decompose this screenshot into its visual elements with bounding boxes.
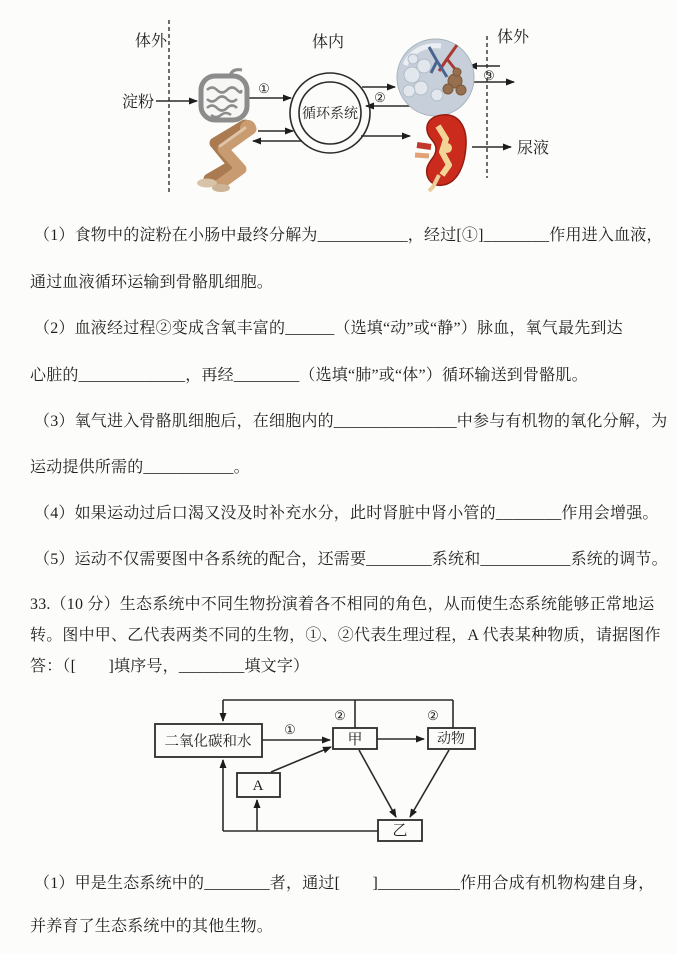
q3-line1: （3）氧气进入骨骼肌细胞后，在细胞内的_______________中参与有机物的氧化分解，为 <box>34 413 668 430</box>
question33-sub1-line2: 并养育了生态系统中的其他生物。 <box>30 918 274 935</box>
q5-line: （5）运动不仅需要图中各系统的配合，还需要________系统和___________系统的调节。 <box>34 551 668 568</box>
q3-line2: 运动提供所需的___________。 <box>30 459 250 476</box>
process-3-marker: ③ <box>483 68 495 83</box>
substance-a-box-label: A <box>252 778 264 794</box>
outside-body-left-label: 体外 <box>134 33 168 50</box>
urine-label: 尿液 <box>516 140 550 157</box>
a-to-jia-arrow <box>271 747 331 772</box>
q2-line1: （2）血液经过程②变成含氧丰富的______（选填“动”或“静”）脉血，氧气最先到达 <box>34 320 623 337</box>
starch-label: 淀粉 <box>121 94 155 111</box>
process-1-marker: ① <box>258 81 270 96</box>
skeletal-muscle-image <box>197 120 256 192</box>
yi-box-label: 乙 <box>392 823 408 839</box>
jia-to-yi-arrow <box>359 750 396 817</box>
inside-body-label: 体内 <box>311 34 345 51</box>
body-systems-diagram <box>0 0 677 212</box>
q1-line2: 通过血液循环运输到骨骼肌细胞。 <box>30 274 274 291</box>
process-2-marker-left: ② <box>334 708 346 723</box>
process-2-marker: ② <box>374 90 386 105</box>
question33-line2: 转。图中甲、乙代表两类不同的生物，①、②代表生理过程，A 代表某种物质，请据图作 <box>30 627 661 644</box>
jia-box-label: 甲 <box>347 732 363 748</box>
process-2-marker-right: ② <box>427 708 439 723</box>
animal-to-yi-arrow <box>410 750 449 817</box>
outside-body-right-label: 体外 <box>496 29 530 46</box>
q1-line1: （1）食物中的淀粉在小肠中最终分解为___________，经过[①]________作用进入血液， <box>34 227 663 244</box>
kidney-image <box>415 115 466 191</box>
co2-water-box-label: 二氧化碳和水 <box>164 734 252 750</box>
lung-alveoli-image <box>397 39 474 116</box>
process-1-marker: ① <box>284 722 296 737</box>
animal-box-label: 动物 <box>437 732 465 747</box>
q2-line2: 心脏的_____________，再经________（选填“肺”或“体”）循环输送到骨骼肌。 <box>30 367 588 384</box>
question33-line1: 33.（10 分）生态系统中不同生物扮演着各不相同的角色，从而使生态系统能够正常地运 <box>30 596 655 613</box>
question33-line3: 答：（[ ]填序号，________填文字） <box>30 658 310 675</box>
question33-sub1-line1: （1）甲是生态系统中的________者，通过[ ]__________作用合成有机物构建自身， <box>34 875 655 892</box>
ecosystem-diagram <box>0 693 677 855</box>
small-intestine-image <box>201 70 247 120</box>
q4-line: （4）如果运动过后口渴又没及时补充水分，此时肾脏中肾小管的________作用会增强。 <box>34 505 659 522</box>
circulatory-system-label: 循环系统 <box>302 107 358 122</box>
